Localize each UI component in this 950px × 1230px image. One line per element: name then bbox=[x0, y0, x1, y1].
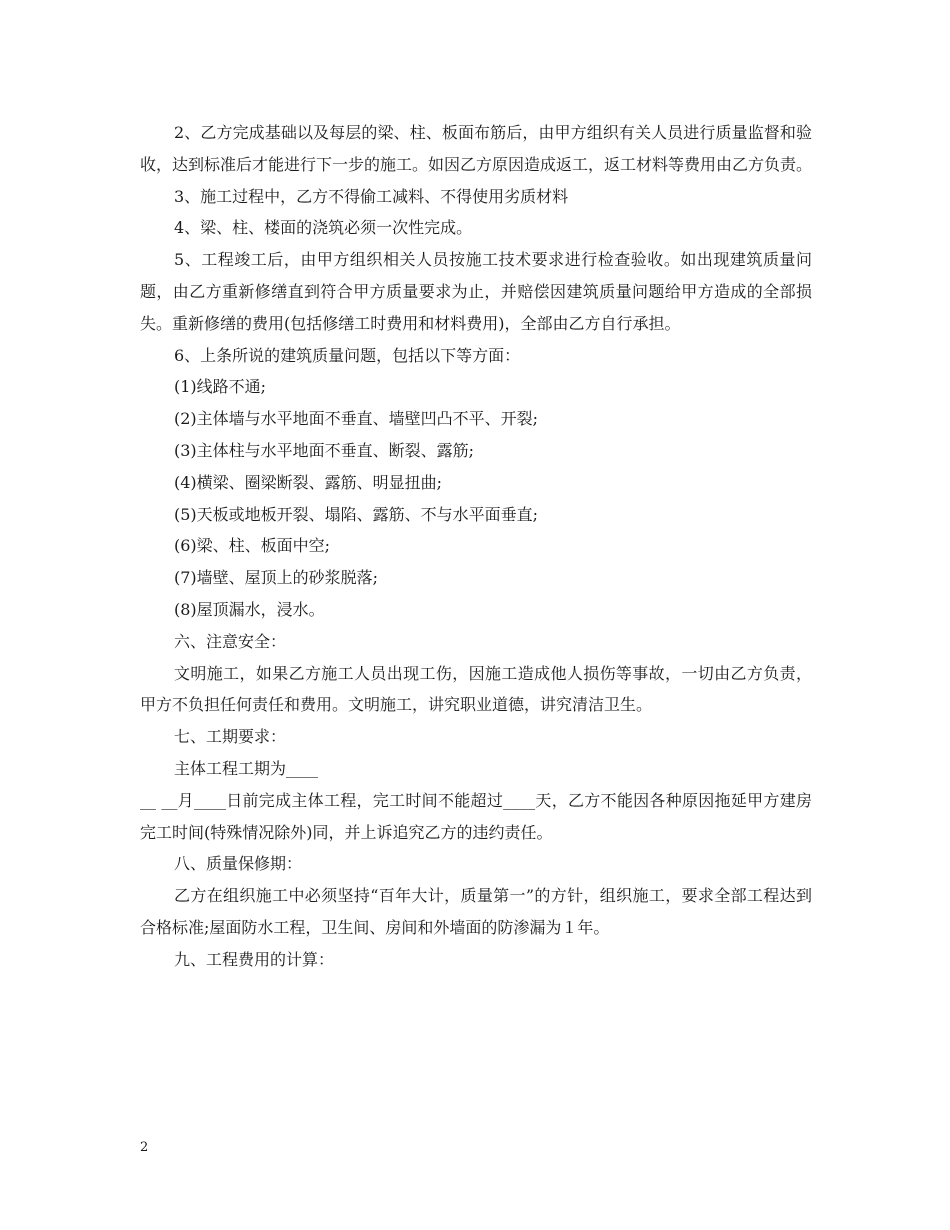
paragraph-schedule-deadline: __ __月____日前完成主体工程，完工时间不能超过____天，乙方不能因各种原因拖延甲方建房完工时间(特殊情况除外)同，并上诉追究乙方的违约责任。 bbox=[140, 790, 812, 842]
section-heading-safety: 六、注意安全： bbox=[174, 631, 287, 651]
document-body bbox=[140, 117, 812, 976]
paragraph-clause-6: 6、上条所说的建筑质量问题，包括以下等方面： bbox=[174, 345, 521, 365]
paragraph-clause-3: 3、施工过程中，乙方不得偷工减料、不得使用劣质材料 bbox=[174, 186, 569, 206]
list-item-8: (8)屋顶漏水，浸水。 bbox=[174, 599, 325, 619]
paragraph-clause-5: 5、工程竣工后，由甲方组织相关人员按施工技术要求进行检查验收。如出现建筑质量问题，由乙方重新修缮直到符合甲方质量要求为止，并赔偿因建筑质量问题给甲方造成的全部损失。重新修缮的费用(包括修缮工时费用和材料费用)，全部由乙方自行承担。 bbox=[140, 250, 812, 333]
list-item-4: (4)横梁、圈梁断裂、露筋、明显扭曲; bbox=[174, 472, 443, 492]
paragraph-schedule-period: 主体工程工期为____ bbox=[174, 758, 319, 778]
list-item-3: (3)主体柱与水平地面不垂直、断裂、露筋; bbox=[174, 440, 475, 460]
paragraph-clause-2: 2、乙方完成基础以及每层的梁、柱、板面布筋后，由甲方组织有关人员进行质量监督和验收，达到标准后才能进行下一步的施工。如因乙方原因造成返工，返工材料等费用由乙方负责。 bbox=[140, 123, 813, 174]
list-item-2: (2)主体墙与水平地面不垂直、墙壁凹凸不平、开裂; bbox=[174, 409, 539, 429]
page-number: 2 bbox=[140, 1140, 149, 1155]
list-item-5: (5)天板或地板开裂、塌陷、露筋、不与水平面垂直; bbox=[174, 504, 539, 524]
paragraph-clause-4: 4、梁、柱、楼面的浇筑必须一次性完成。 bbox=[174, 218, 473, 238]
list-item-6: (6)梁、柱、板面中空; bbox=[174, 536, 331, 556]
list-item-7: (7)墙壁、屋顶上的砂浆脱落; bbox=[174, 568, 379, 588]
section-heading-schedule: 七、工期要求： bbox=[174, 727, 287, 747]
section-heading-warranty: 八、质量保修期： bbox=[174, 854, 303, 874]
paragraph-safety: 文明施工，如果乙方施工人员出现工伤，因施工造成他人损伤等事故，一切由乙方负责，甲方不负担任何责任和费用。文明施工，讲究职业道德，讲究清洁卫生。 bbox=[140, 663, 812, 715]
paragraph-warranty: 乙方在组织施工中必须坚持“百年大计，质量第一”的方针，组织施工，要求全部工程达到合格标准;屋面防水工程，卫生间、房间和外墙面的防渗漏为１年。 bbox=[140, 886, 812, 937]
section-heading-costs: 九、工程费用的计算： bbox=[174, 949, 335, 969]
list-item-1: (1)线路不通; bbox=[174, 377, 267, 397]
